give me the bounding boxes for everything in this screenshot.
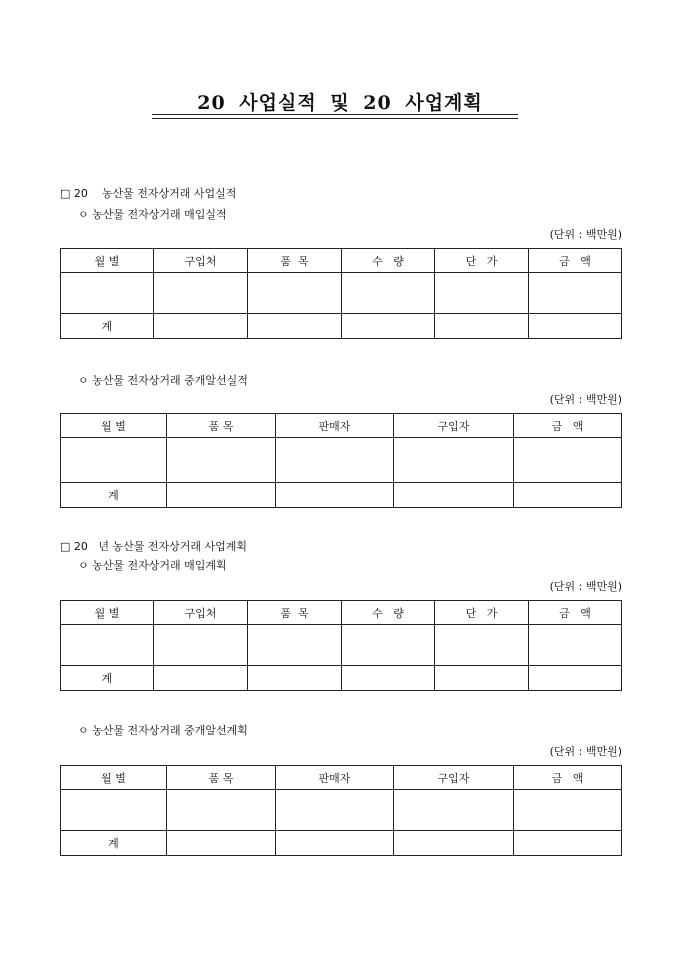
col-header-amount: 금 액 — [529, 249, 622, 273]
col-header-amount: 금 액 — [514, 766, 622, 790]
table-cell[interactable] — [154, 666, 248, 691]
total-label: 계 — [61, 666, 154, 691]
table-cell[interactable] — [342, 666, 435, 691]
table-cell[interactable] — [276, 831, 394, 856]
table-cell[interactable] — [529, 273, 622, 314]
col-header-unit-price: 단 가 — [435, 249, 529, 273]
table-row — [61, 438, 622, 483]
table-cell[interactable] — [276, 790, 394, 831]
col-header-item: 품 목 — [167, 414, 276, 438]
col-header-month: 월 별 — [61, 249, 154, 273]
table-cell[interactable] — [167, 483, 276, 508]
total-label: 계 — [61, 483, 167, 508]
table-cell[interactable] — [154, 625, 248, 666]
col-header-item: 품 목 — [248, 249, 342, 273]
unit-label: (단위 : 백만원) — [549, 580, 622, 593]
col-header-item: 품 목 — [167, 766, 276, 790]
purchase-plan-table — [60, 600, 622, 691]
table-cell[interactable] — [394, 790, 514, 831]
table-cell[interactable] — [514, 831, 622, 856]
table-cell[interactable] — [435, 314, 529, 339]
table-cell[interactable] — [154, 273, 248, 314]
table-cell[interactable] — [514, 483, 622, 508]
total-row — [61, 831, 622, 856]
table-cell[interactable] — [514, 790, 622, 831]
table-cell[interactable] — [61, 790, 167, 831]
table-cell[interactable] — [529, 314, 622, 339]
total-label: 계 — [61, 831, 167, 856]
col-header-item: 품 목 — [248, 601, 342, 625]
total-label: 계 — [61, 314, 154, 339]
table-cell[interactable] — [529, 625, 622, 666]
table-cell[interactable] — [167, 790, 276, 831]
section-heading-2020-results: □ 20 농산물 전자상거래 사업실적 — [60, 187, 237, 200]
col-header-seller: 판매자 — [276, 766, 394, 790]
col-header-unit-price: 단 가 — [435, 601, 529, 625]
title-underline-top — [152, 114, 518, 115]
total-row — [61, 314, 622, 339]
col-header-supplier: 구입처 — [154, 249, 248, 273]
table-cell[interactable] — [529, 666, 622, 691]
col-header-month: 월 별 — [61, 601, 154, 625]
col-header-buyer: 구입자 — [394, 766, 514, 790]
col-header-month: 월 별 — [61, 414, 167, 438]
col-header-quantity: 수 량 — [342, 601, 435, 625]
table-row — [61, 273, 622, 314]
sub-heading-brokerage-results: ㅇ 농산물 전자상거래 중개알선실적 — [78, 374, 248, 387]
section-heading-plan: □ 20 년 농산물 전자상거래 사업계획 — [60, 540, 248, 553]
table-row — [61, 790, 622, 831]
brokerage-plan-table — [60, 765, 622, 856]
table-cell[interactable] — [61, 273, 154, 314]
table-cell[interactable] — [248, 625, 342, 666]
table-cell[interactable] — [435, 273, 529, 314]
sub-heading-purchase-plan: ㅇ 농산물 전자상거래 매입계획 — [78, 559, 227, 572]
col-header-seller: 판매자 — [276, 414, 394, 438]
title-underline-bottom — [152, 118, 518, 119]
table-cell[interactable] — [342, 314, 435, 339]
sub-heading-brokerage-plan: ㅇ 농산물 전자상거래 중개알선계획 — [78, 724, 248, 737]
table-cell[interactable] — [248, 273, 342, 314]
table-cell[interactable] — [514, 438, 622, 483]
brokerage-results-table — [60, 413, 622, 508]
table-cell[interactable] — [248, 314, 342, 339]
total-row — [61, 666, 622, 691]
col-header-buyer: 구입자 — [394, 414, 514, 438]
table-row — [61, 625, 622, 666]
sub-heading-purchase-results: ㅇ 농산물 전자상거래 매입실적 — [78, 208, 227, 221]
table-cell[interactable] — [167, 831, 276, 856]
col-header-amount: 금 액 — [529, 601, 622, 625]
table-cell[interactable] — [61, 438, 167, 483]
purchase-results-table — [60, 248, 622, 339]
table-cell[interactable] — [276, 438, 394, 483]
table-cell[interactable] — [342, 273, 435, 314]
table-cell[interactable] — [276, 483, 394, 508]
table-cell[interactable] — [248, 666, 342, 691]
table-cell[interactable] — [342, 625, 435, 666]
table-cell[interactable] — [394, 483, 514, 508]
col-header-month: 월 별 — [61, 766, 167, 790]
unit-label: (단위 : 백만원) — [549, 393, 622, 406]
table-cell[interactable] — [435, 666, 529, 691]
table-cell[interactable] — [394, 831, 514, 856]
total-row — [61, 483, 622, 508]
table-cell[interactable] — [435, 625, 529, 666]
table-cell[interactable] — [167, 438, 276, 483]
unit-label: (단위 : 백만원) — [549, 228, 622, 241]
document-title: 20 사업실적 및 20 사업계획 — [197, 92, 483, 114]
col-header-amount: 금 액 — [514, 414, 622, 438]
table-cell[interactable] — [394, 438, 514, 483]
col-header-supplier: 구입처 — [154, 601, 248, 625]
table-cell[interactable] — [154, 314, 248, 339]
col-header-quantity: 수 량 — [342, 249, 435, 273]
table-cell[interactable] — [61, 625, 154, 666]
unit-label: (단위 : 백만원) — [549, 745, 622, 758]
